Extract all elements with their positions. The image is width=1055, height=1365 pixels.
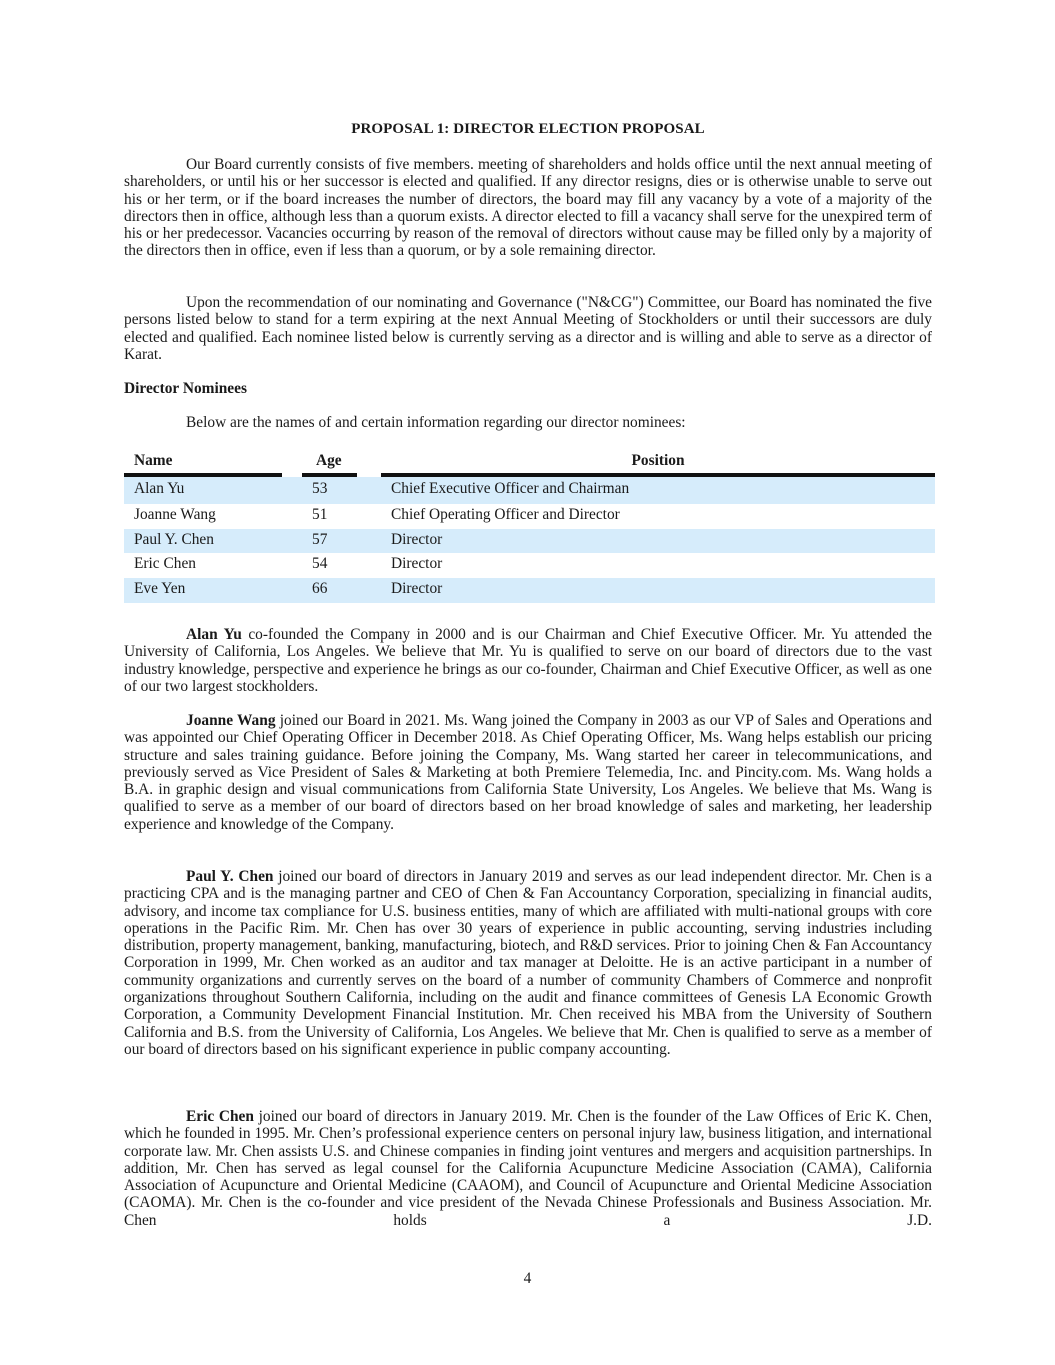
page-number: 4 [523,1270,532,1287]
paragraph-text: Upon the recommendation of our nominating and Governance ("N&CG") Committee, our Board has nominated the five persons listed below to stand for a term expiring at the next Annual Meeting of Stockholders or until their successors are duly elected and qualified. Each nominee listed below is currently serving as a director and is willing and able to serve as a director of Karat. [124,294,932,363]
table-row [124,529,935,553]
section-heading: Director Nominees [124,380,247,397]
table-row [124,477,935,504]
column-header-position: Position [631,452,685,469]
table-intro-text: Below are the names of and certain information regarding our director nominees: [186,414,686,431]
cell-position: Director [391,580,443,597]
cell-age: 51 [312,506,328,523]
bio-name: Eric Chen [186,1108,254,1125]
table-row [124,504,935,529]
bio-name: Paul Y. Chen [186,868,274,885]
cell-age: 57 [312,531,328,548]
cell-position: Chief Operating Officer and Director [391,506,620,523]
column-header-age: Age [316,452,342,469]
cell-position: Director [391,555,443,572]
cell-name: Joanne Wang [134,506,216,523]
page-title: PROPOSAL 1: DIRECTOR ELECTION PROPOSAL [351,121,705,137]
column-header-name: Name [134,452,173,469]
cell-age: 54 [312,555,328,572]
bio-text: joined our board of directors in January 2019 and serves as our lead independent director. Mr. Chen is a practicing CPA and is the managing partner and CEO of Chen & Fan Accountancy Corporation, specializing in financial audits, advisory, and income tax compliance for U.S. business entities, many of which are affiliated with multi-national groups with core operations in the Pacific Rim. Mr. Chen has over 30 years of experience in public accounting, serving industries including distribution, property management, banking, manufacturing, biotech, and R&D services. Prior to joining Chen & Fan Accountancy Corporation in 1999, Mr. Chen worked as an auditor and tax manager at Deloitte. He is an active participant in a number of community organizations and currently serves on the board of a number of community Chambers of Commerce and nonprofit organizations throughout Southern California, including on the audit and finance committees of Genesis LA Economic Growth Corporation, a Community Development Financial Institution. Mr. Chen received his MBA from the University of Southern California and B.S. from the University of California, Los Angeles. We believe that Mr. Chen is qualified to serve as a member of our board of directors based on his significant experience in public company accounting. [124,868,933,1058]
bio-name: Alan Yu [186,626,242,643]
cell-age: 53 [312,480,328,497]
nomination-paragraph [124,294,932,363]
cell-name: Eve Yen [134,580,186,597]
cell-position: Chief Executive Officer and Chairman [391,480,630,497]
board-composition-paragraph [124,156,932,260]
bio-text: joined our Board in 2021. Ms. Wang joined the Company in 2003 as our VP of Sales and Operations and was appointed our Chief Operating Officer in December 2018. As Chief Operating Officer, Ms. Wang helps establish our pricing structure and sales training guidance. Before joining the Company, Ms. Wang started her career in telecommunications, and previously served as Vice President of Sales & Marketing at both Premiere Telemedia, Inc. and Pincity.com. Ms. Wang holds a B.A. in graphic design and visual communications from California State University, Los Angeles. We believe that Ms. Wang is qualified to serve as a member of our board of directors based on her broad knowledge of sales and marketing, her leadership experience and knowledge of the Company. [124,712,932,833]
bio-alan-yu [124,626,932,695]
cell-name: Paul Y. Chen [134,531,214,548]
cell-age: 66 [312,580,328,597]
paragraph-text: Our Board currently consists of five members. meeting of shareholders and holds office until the next annual meeting of shareholders, or until his or her successor is elected and qualified. If any director resigns, dies or is otherwise unable to serve out his or her term, or if the board increases the number of directors, the board may fill any vacancy by a vote of a majority of the directors then in office, although less than a quorum exists. A director elected to fill a vacancy shall serve for the unexpired term of his or her predecessor. Vacancies occurring by reason of the removal of directors without cause may be filled only by a majority of the directors then in office, even if less than a quorum, or by a sole remaining director. [124,156,932,260]
bio-text: joined our board of directors in January 2019. Mr. Chen is the founder of the Law Offices of Eric K. Chen, which he founded in 1995. Mr. Chen’s professional experience centers on personal injury law, business litigation, and international corporate law. Mr. Chen assists U.S. and Chinese companies in finding joint ventures and mergers and acquisition partnerships. In addition, Mr. Chen has served as legal counsel for the California Acupuncture Medicine Association (CAMA), California Association of Acupuncture and Oriental Medicine (CAAOM), and Council of Acupuncture and Oriental Medicine Association (CAOMA). Mr. Chen is the co-founder and vice president of the Nevada Chinese Professionals and Business Association. Mr. Chen holds a J.D. [124,1108,932,1229]
bio-paul-chen [124,868,932,1058]
cell-name: Alan Yu [134,480,185,497]
cell-name: Eric Chen [134,555,196,572]
bio-eric-chen [124,1108,932,1229]
cell-position: Director [391,531,443,548]
table-row [124,578,935,603]
bio-name: Joanne Wang [186,712,276,729]
table-row [124,553,935,578]
bio-joanne-wang [124,712,932,833]
bio-text: co-founded the Company in 2000 and is our Chairman and Chief Executive Officer. Mr. Yu attended the University of California, Los Angeles. We believe that Mr. Yu is qualified to serve on our board of directors due to the vast industry knowledge, perspective and experience he brings as our co-founder, Chairman and Chief Executive Officer, as well as one of our two largest stockholders. [124,626,932,695]
